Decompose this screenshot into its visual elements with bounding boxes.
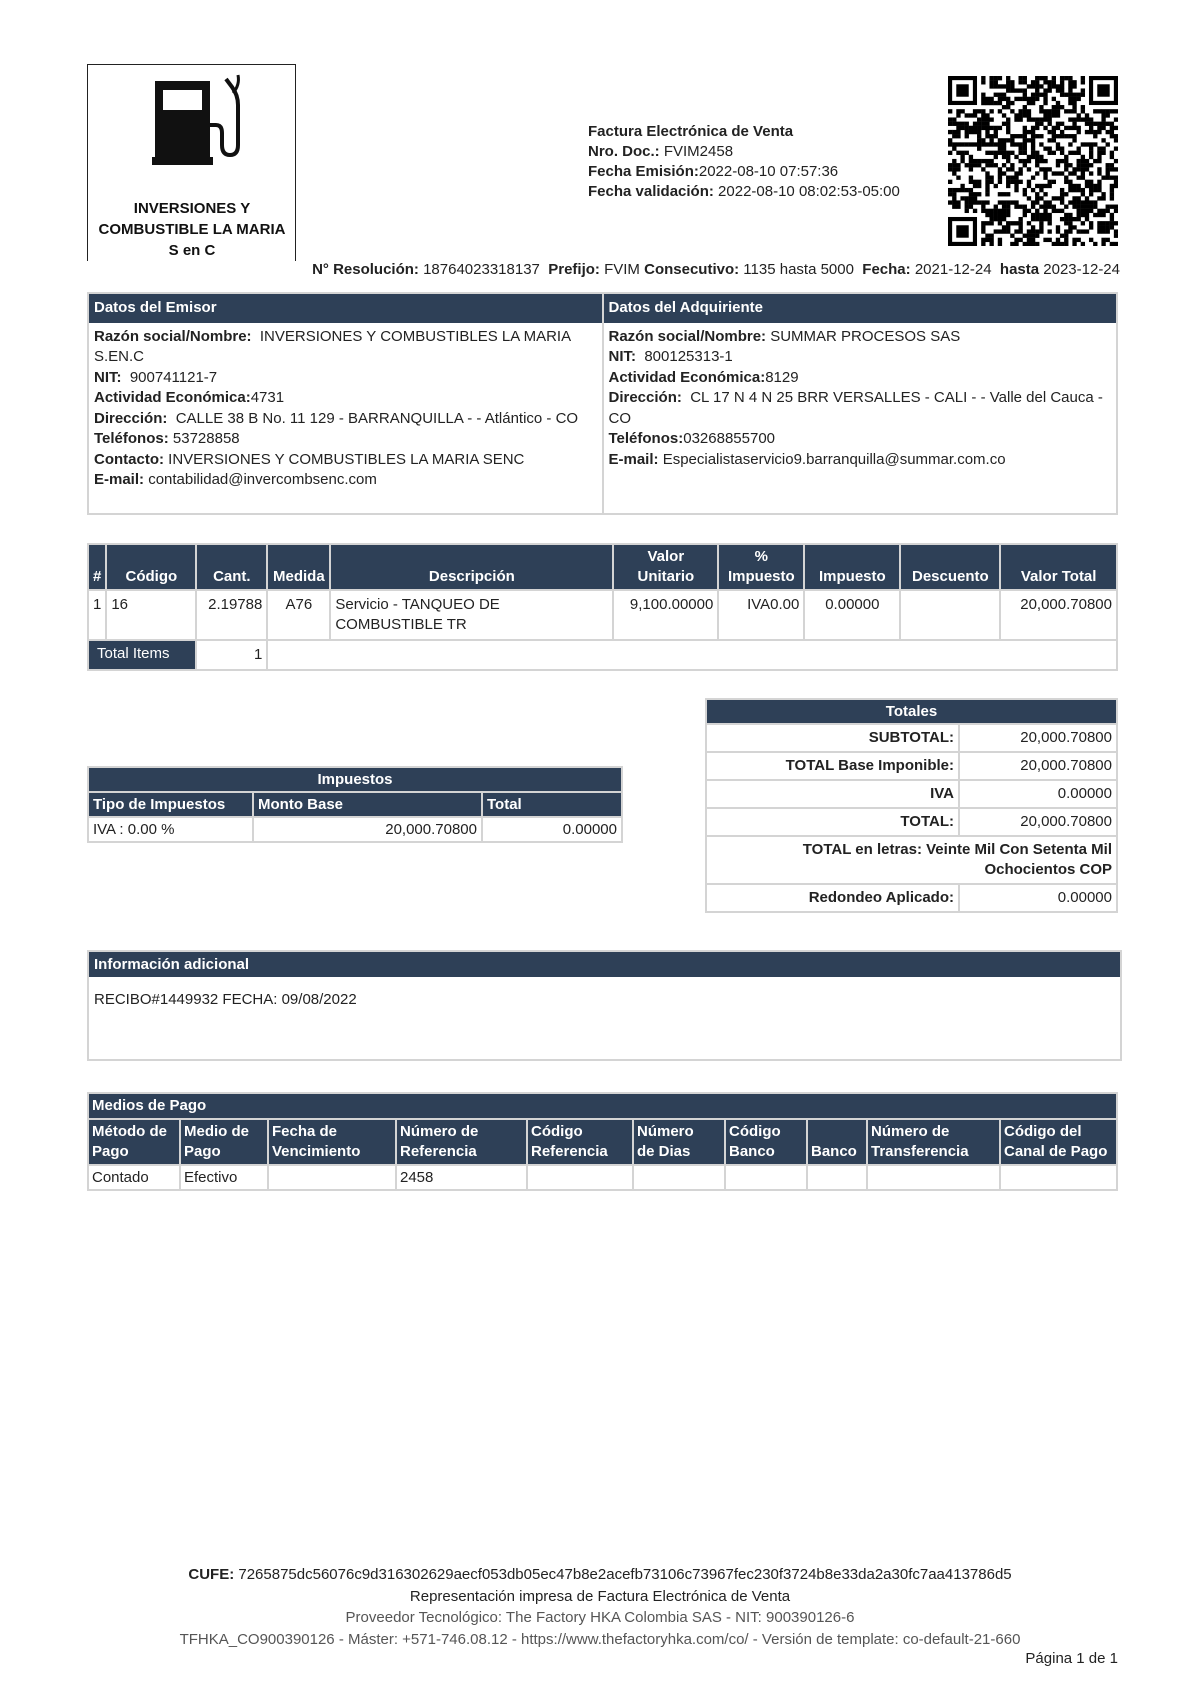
doc-number: FVIM2458 [663,143,734,160]
company-logo-text: INVERSIONES Y COMBUSTIBLE LA MARIA S en C [98,200,286,259]
taxes-table: Impuestos Tipo de Impuestos Monto Base Total IVA : 0.00 % 20,000.70800 0.00000 [87,766,623,843]
footer-provider: Proveedor Tecnológico: The Factory HKA Colombia SAS - NIT: 900390126-6 [345,1609,855,1626]
total-items-label: Total Items [88,640,196,670]
parties-table [87,292,1118,515]
total-value: 20,000.70800 [959,808,1117,836]
additional-info: Información adicional RECIBO#1449932 FECHA: 09/08/2022 [87,950,1122,1061]
emisor-details: Razón social/Nombre: INVERSIONES Y COMBUSTIBLES LA MARIA S.EN.C NIT: 900741121-7 Actividad Económica:4731 Dirección: CALLE 38 B No. 11 129 - BARRANQUILLA - - Atlántico - CO Teléfonos: 53728858 Contacto: INVERSIONES Y COMBUSTIBLES LA MARIA SENC E-mail: contabilidad@invercombsenc.com [88,323,603,514]
additional-info-text: RECIBO#1449932 FECHA: 09/08/2022 [94,991,357,1008]
subtotal-value: 20,000.70800 [959,724,1117,752]
page-number: Página 1 de 1 [1025,1650,1118,1667]
payment-table: Medios de Pago Método de Pago Medio de Pago Fecha de Vencimiento Número de Referencia Código Referencia Número de Dias Código Banco Banco Número de Transferencia Código del Canal de Pago Contado Efectivo 2458 [87,1092,1118,1191]
total-items-value: 1 [196,640,267,670]
footer-representation: Representación impresa de Factura Electrónica de Venta [409,1587,791,1605]
adquiriente-details: Razón social/Nombre: SUMMAR PROCESOS SAS NIT: 800125313-1 Actividad Económica:8129 Dirección: CL 17 N 4 N 25 BRR VERSALLES - CALI - - Valle del Cauca - CO Teléfonos:03268855700 E-mail: Especialistaservicio9.barranquilla@summar.com.co [608,327,1103,468]
total-in-letters: TOTAL en letras: Veinte Mil Con Setenta Mil Ochocientos COP [706,836,1117,884]
invoice-type: Factura Electrónica de Venta [588,123,794,140]
invoice-header: Factura Electrónica de Venta Nro. Doc.: FVIM2458 Fecha Emisión:2022-08-10 07:57:36 Fecha validación: 2022-08-10 08:02:53-05:00 [588,123,900,200]
emisor-header: Datos del Emisor [88,293,603,323]
totals-table: Totales SUBTOTAL: 20,000.70800 TOTAL Base Imponible: 20,000.70800 IVA 0.00000 TOTAL: 20,000.70800 TOTAL en letras: Veinte Mil Con Setenta Mil Ochocientos COP Redondeo Aplicado: 0.00000 [705,698,1118,913]
resolution-line: N° Resolución: 18764023318137 Prefijo: FVIM Consecutivo: 1135 hasta 5000 Fecha: 2021-12-24 hasta 2023-12-24 [312,261,1120,278]
footer [0,1564,1200,1650]
table-row: Contado Efectivo 2458 [88,1165,1117,1190]
items-table: # Código Cant. Medida Descripción Valor Unitario % Impuesto Impuesto Descuento Valor Total 1 16 2.19788 A76 Servicio - TANQUEO DE COMBUSTIBLE TR 9,100.00000 IVA0.00 0.00000 20,000.70800 Total Items 1 [87,543,1118,671]
adquiriente-header: Datos del Adquiriente [608,299,763,316]
emission-date: 2022-08-10 07:57:36 [698,163,839,180]
qr-code [948,76,1118,246]
footer-template: TFHKA_CO900390126 - Máster: +571-746.08.12 - https://www.thefactoryhka.com/co/ - Versión de template: co-default-21-660 [179,1630,1021,1648]
validation-date: 2022-08-10 08:02:53-05:00 [718,183,900,200]
cufe: CUFE: 7265875dc56076c9d316302629aecf053db05ec47b8e2acefb73106c73967fec230f3724b8e33da2a30fc7aa413786d5 [188,1566,1012,1583]
table-row: 1 16 2.19788 A76 Servicio - TANQUEO DE COMBUSTIBLE TR 9,100.00000 IVA0.00 0.00000 20,000.70800 [88,590,1117,640]
fuel-pump-icon [88,65,295,195]
table-row: IVA : 0.00 % 20,000.70800 0.00000 [88,817,622,842]
